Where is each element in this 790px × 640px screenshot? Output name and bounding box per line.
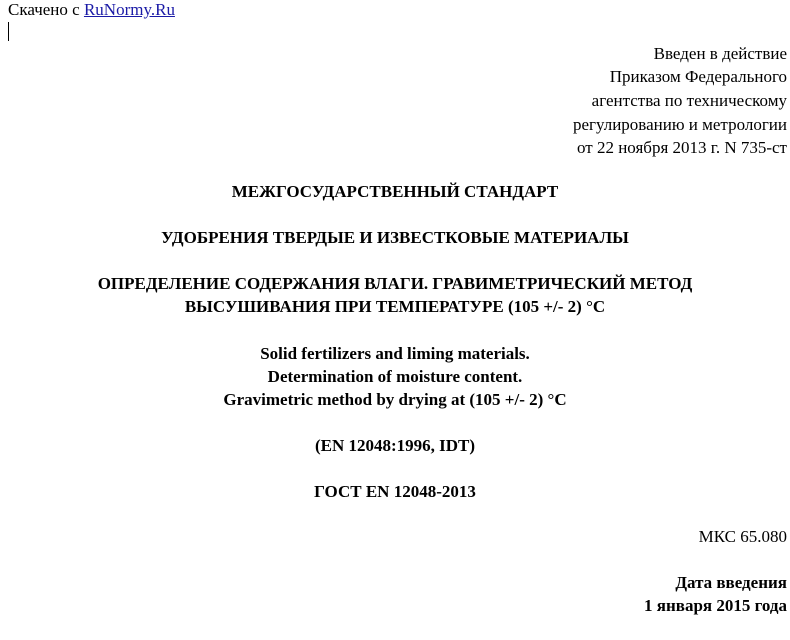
intro-line-1: Введен в действие <box>653 44 787 63</box>
subtitle-line-2: ВЫСУШИВАНИЯ ПРИ ТЕМПЕРАТУРЕ (105 +/- 2) °C <box>184 297 606 316</box>
subtitle-line-1: ОПРЕДЕЛЕНИЕ СОДЕРЖАНИЯ ВЛАГИ. ГРАВИМЕТРИЧЕСКИЙ МЕТОД <box>97 274 693 293</box>
source-link[interactable]: RuNormy.Ru <box>83 0 175 19</box>
intro-line-2: Приказом Федерального <box>609 67 787 86</box>
document-heading: МЕЖГОСУДАРСТВЕННЫЙ СТАНДАРТ <box>231 182 559 201</box>
text-cursor <box>8 22 9 41</box>
effective-date-label: Дата введения <box>675 573 787 592</box>
intro-line-5: от 22 ноября 2013 г. N 735-ст <box>577 138 787 157</box>
english-title-line-3: Gravimetric method by drying at (105 +/- 2) °C <box>223 390 567 409</box>
source-prefix: Скачено с <box>8 0 84 19</box>
intro-line-3: агентства по техническому <box>591 91 787 110</box>
standard-code: ГОСТ EN 12048-2013 <box>314 482 476 501</box>
intro-line-4: регулированию и метрологии <box>572 115 787 134</box>
mks-code: МКС 65.080 <box>698 527 787 546</box>
english-title-line-1: Solid fertilizers and liming materials. <box>260 344 530 363</box>
source-line <box>8 0 175 20</box>
english-title-line-2: Determination of moisture content. <box>267 367 523 386</box>
en-reference: (EN 12048:1996, IDT) <box>314 436 476 455</box>
document-title: УДОБРЕНИЯ ТВЕРДЫЕ И ИЗВЕСТКОВЫЕ МАТЕРИАЛЫ <box>161 228 629 247</box>
effective-date-value: 1 января 2015 года <box>644 596 787 615</box>
